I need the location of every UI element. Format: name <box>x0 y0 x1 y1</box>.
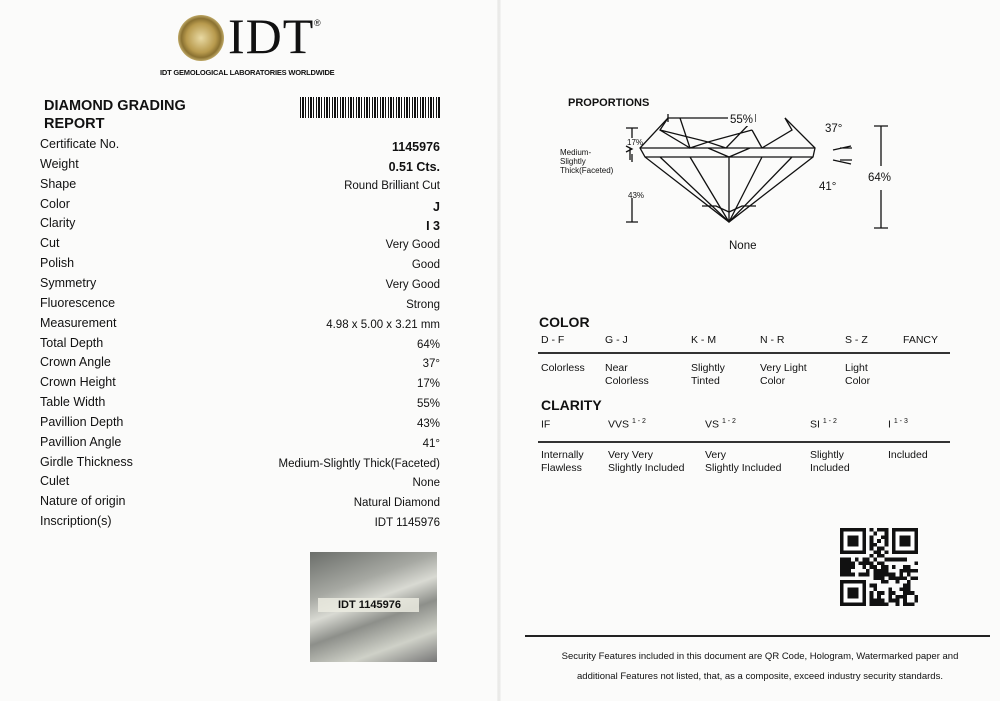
color-grade: S - Z <box>845 334 868 346</box>
grade-name: VS <box>705 418 720 431</box>
desc-line: Very Very <box>608 449 653 461</box>
field-row <box>40 276 440 296</box>
clarity-grade <box>541 418 550 431</box>
clarity-grade <box>608 418 646 431</box>
color-grade: D - F <box>541 334 565 346</box>
title-line-2: REPORT <box>44 116 105 132</box>
field-value: Very Good <box>385 239 440 252</box>
field-value: I 3 <box>426 219 440 234</box>
field-row <box>40 256 440 276</box>
footer-divider <box>525 635 990 637</box>
total-depth: 64% <box>868 172 892 184</box>
footer-line-1: Security Features included in this document are QR Code, Hologram, Watermarked paper and <box>561 651 959 662</box>
clarity-description <box>888 449 928 462</box>
field-label: Fluorescence <box>40 295 116 310</box>
pavilion-angle: 41° <box>819 181 837 193</box>
page-fold <box>497 0 501 701</box>
field-row <box>40 415 440 435</box>
clarity-grade <box>705 418 736 431</box>
field-label: Cut <box>40 236 60 251</box>
table-percent: 55% <box>730 114 754 126</box>
qr-code <box>840 527 918 607</box>
desc-line: Included <box>810 462 850 474</box>
desc-line: Color <box>760 375 786 387</box>
field-label: Symmetry <box>40 275 97 290</box>
field-value: Strong <box>406 298 440 311</box>
grade-name: SI <box>810 418 820 431</box>
field-row <box>40 157 440 177</box>
field-value: Round Brilliant Cut <box>344 179 440 192</box>
field-value: 43% <box>416 417 440 430</box>
grade-range: 1 - 2 <box>631 418 646 425</box>
field-row <box>40 236 440 256</box>
grade-name: VVS <box>608 418 630 431</box>
field-label: Clarity <box>40 216 76 231</box>
desc-line: Slightly Included <box>705 462 782 474</box>
field-label: Weight <box>40 156 79 171</box>
clarity-title: CLARITY <box>541 397 602 413</box>
field-label: Crown Height <box>40 375 116 390</box>
field-value: IDT 1145976 <box>374 517 440 530</box>
desc-line: Slightly Included <box>608 462 685 474</box>
brand-tagline: IDT GEMOLOGICAL LABORATORIES WORLDWIDE <box>160 68 335 77</box>
girdle-line: Slightly <box>560 157 586 166</box>
facet-lines <box>640 118 815 222</box>
field-label: Nature of origin <box>40 494 126 509</box>
field-label: Shape <box>40 176 77 191</box>
desc-line: Tinted <box>691 375 720 387</box>
field-value: 64% <box>416 338 440 351</box>
clarity-description <box>608 449 684 475</box>
color-grade: FANCY <box>903 334 939 346</box>
field-value: None <box>412 477 440 490</box>
color-description <box>691 362 725 388</box>
desc-line: Color <box>845 375 871 387</box>
grade-name: I <box>888 418 891 431</box>
field-label: Crown Angle <box>40 355 111 370</box>
field-row <box>40 455 440 475</box>
grade-range: 1 - 3 <box>893 418 908 425</box>
desc-line: Very <box>705 449 727 461</box>
pavilion-depth: 43% <box>628 191 645 200</box>
field-value: Good <box>411 259 440 272</box>
desc-line: Colorless <box>605 375 649 387</box>
field-row <box>40 177 440 197</box>
grade-range: 1 - 2 <box>822 418 837 425</box>
field-label: Measurement <box>40 315 117 330</box>
field-label: Girdle Thickness <box>40 454 133 469</box>
color-grade: G - J <box>605 334 628 346</box>
clarity-description <box>541 449 584 475</box>
color-divider <box>538 352 950 354</box>
color-description <box>760 362 807 388</box>
footer-line-2: additional Features not listed, that, as a composite, exceed industry security standards. <box>577 671 943 682</box>
grade-name: IF <box>541 418 551 431</box>
idt-seal-logo <box>178 15 224 61</box>
field-value: 41° <box>422 437 440 450</box>
field-label: Certificate No. <box>40 137 120 151</box>
field-value: Natural Diamond <box>353 497 440 510</box>
color-description <box>605 362 649 388</box>
field-row <box>40 316 440 336</box>
desc-line: Slightly <box>691 362 725 374</box>
field-value: 4.98 x 5.00 x 3.21 mm <box>326 318 440 331</box>
photo-inscription-text: IDT 1145976 <box>318 598 419 612</box>
color-description <box>845 362 870 388</box>
field-label: Polish <box>40 256 75 271</box>
field-value: 17% <box>416 378 440 391</box>
desc-line: Internally <box>541 449 584 461</box>
culet-label: None <box>729 240 757 252</box>
desc-line: Near <box>605 362 628 374</box>
field-row <box>40 137 440 157</box>
crown-angle: 37° <box>825 123 843 135</box>
registered-mark: ® <box>314 18 321 28</box>
field-value: 37° <box>422 358 440 371</box>
clarity-description <box>705 449 781 475</box>
field-value: 1145976 <box>392 140 440 154</box>
field-label: Total Depth <box>40 335 104 350</box>
field-row <box>40 197 440 217</box>
diamond-diagram <box>620 112 900 237</box>
clarity-description <box>810 449 850 475</box>
field-value: Medium-Slightly Thick(Faceted) <box>278 457 440 470</box>
field-row <box>40 216 440 236</box>
clarity-grade <box>810 418 837 431</box>
field-label: Inscription(s) <box>40 514 112 529</box>
desc-line: Flawless <box>541 462 582 474</box>
field-value: 55% <box>416 398 440 411</box>
field-label: Pavillion Depth <box>40 414 124 429</box>
field-value: J <box>433 199 440 214</box>
crown-height: 17% <box>627 138 644 147</box>
title-line-1: DIAMOND GRADING <box>44 98 186 114</box>
color-grade: K - M <box>691 334 717 346</box>
field-row <box>40 514 440 534</box>
desc-line: Included <box>888 449 928 461</box>
brand-logo-text: IDT <box>228 8 315 64</box>
field-value: Very Good <box>385 278 440 291</box>
desc-line: Very Light <box>760 362 807 374</box>
field-row <box>40 375 440 395</box>
desc-line: Light <box>845 362 868 374</box>
girdle-line: Medium- <box>560 148 592 157</box>
barcode <box>300 97 440 118</box>
clarity-grade <box>888 418 908 431</box>
field-label: Color <box>40 196 70 211</box>
field-row <box>40 474 440 494</box>
color-description <box>541 362 585 375</box>
girdle-label <box>560 148 613 175</box>
field-row <box>40 355 440 375</box>
field-value: 0.51 Cts. <box>388 159 440 174</box>
desc-line: Colorless <box>541 362 585 374</box>
desc-line: Slightly <box>810 449 844 461</box>
proportions-title: PROPORTIONS <box>568 97 650 109</box>
field-row <box>40 395 440 415</box>
field-row <box>40 494 440 514</box>
clarity-divider <box>538 441 950 443</box>
field-row <box>40 435 440 455</box>
color-title: COLOR <box>539 314 590 330</box>
grade-range: 1 - 2 <box>721 418 736 425</box>
field-row <box>40 336 440 356</box>
report-title <box>44 97 186 133</box>
color-grade: N - R <box>760 334 785 346</box>
field-label: Pavillion Angle <box>40 434 122 449</box>
angle-markers <box>833 146 852 164</box>
girdle-line: Thick(Faceted) <box>560 166 614 175</box>
field-label: Culet <box>40 474 70 489</box>
field-label: Table Width <box>40 395 106 410</box>
field-row <box>40 296 440 316</box>
